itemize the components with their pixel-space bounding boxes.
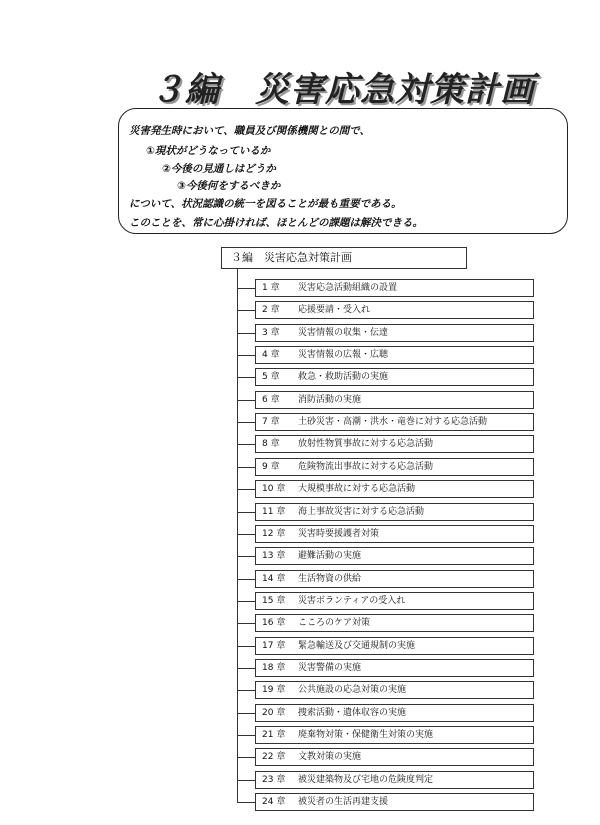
- chapter-title: 緊急輸送及び交通規制の実施: [298, 640, 416, 651]
- chapter-title: 応援要請・受入れ: [298, 305, 371, 316]
- chapter-number: 14 章: [262, 573, 286, 584]
- chapter-title: 災害ボランティアの受入れ: [298, 595, 406, 606]
- chapter-box: [255, 435, 534, 453]
- chapter-box: [255, 480, 534, 498]
- chapter-title: 廃棄物対策・保健衛生対策の実施: [298, 730, 434, 740]
- chapter-box: [255, 391, 534, 409]
- chapter-title: 災害警備の実施: [298, 662, 362, 673]
- chapter-title: 海上事故災害に対する応急活動: [298, 506, 425, 517]
- chapter-title: 災害情報の広報・広聴: [298, 350, 389, 361]
- tree-connector: [237, 690, 255, 691]
- chapter-box: [255, 570, 534, 588]
- chapter-number: 9 章: [262, 461, 280, 472]
- chapter-number: 3 章: [262, 327, 280, 338]
- intro-line: ①現状がどうなっているか: [146, 145, 271, 157]
- chapter-title: 大規模事故に対する応急活動: [298, 484, 416, 495]
- tree-connector: [237, 534, 255, 535]
- chapter-number: 2 章: [262, 305, 280, 316]
- chapter-box: [255, 681, 534, 699]
- intro-line: ③今後何をするべきか: [177, 180, 281, 192]
- intro-line: ②今後の見通しはどうか: [162, 163, 276, 175]
- chapter-box: [255, 547, 534, 565]
- chapter-box: [255, 771, 534, 789]
- tree-connector: [237, 377, 255, 378]
- outline-root: ３編 災害応急対策計画: [221, 247, 467, 269]
- chapter-number: 4 章: [262, 350, 280, 361]
- chapter-title: 災害情報の収集・伝達: [298, 327, 389, 338]
- tree-connector: [237, 422, 255, 423]
- chapter-title: こころのケア対策: [298, 618, 371, 629]
- chapter-title: 捜索活動・遺体収容の実施: [298, 707, 407, 718]
- chapter-box: [255, 324, 534, 342]
- chapter-box: [255, 704, 534, 722]
- chapter-number: 1 章: [262, 283, 280, 293]
- chapter-number: 11 章: [262, 506, 286, 517]
- tree-connector: [237, 802, 255, 803]
- chapter-number: 17 章: [262, 640, 286, 651]
- chapter-box: [255, 503, 534, 521]
- chapter-title: 避難活動の実施: [298, 551, 362, 562]
- chapter-box: [255, 659, 534, 677]
- tree-connector: [237, 601, 255, 602]
- chapter-box: [255, 458, 534, 476]
- intro-line: について、状況認識の統一を図ることが最も重要である。: [129, 198, 402, 210]
- tree-connector: [237, 512, 255, 513]
- chapter-title: 被災建築物及び宅地の危険度判定: [298, 774, 434, 785]
- tree-connector: [237, 489, 255, 490]
- chapter-number: 24 章: [262, 797, 286, 808]
- chapter-box: [255, 748, 534, 766]
- chapter-number: 19 章: [262, 685, 286, 696]
- chapter-title: 救急・救助活動の実施: [298, 372, 389, 383]
- chapter-title: 文教対策の実施: [298, 752, 362, 763]
- chapter-title: 生活物資の供給: [298, 573, 362, 584]
- chapter-number: 20 章: [262, 707, 286, 718]
- chapter-number: 21 章: [262, 730, 286, 740]
- chapter-box: [255, 368, 534, 386]
- chapter-title: 災害時要援護者対策: [298, 528, 380, 539]
- chapter-number: 18 章: [262, 662, 286, 673]
- tree-trunk: [237, 269, 238, 802]
- chapter-number: 13 章: [262, 551, 286, 562]
- chapter-number: 22 章: [262, 752, 286, 763]
- intro-line: このことを、常に心掛ければ、ほとんどの課題は解決できる。: [129, 217, 423, 229]
- intro-line: 災害発生時において、職員及び関係機関との間で、: [129, 125, 371, 137]
- chapter-number: 23 章: [262, 774, 286, 785]
- chapter-number: 8 章: [262, 439, 280, 450]
- tree-connector: [237, 310, 255, 311]
- chapter-title: 土砂災害・高潮・洪水・竜巻に対する応急活動: [298, 417, 488, 428]
- tree-connector: [237, 467, 255, 468]
- tree-connector: [237, 579, 255, 580]
- chapter-title: 災害応急活動組織の設置: [298, 283, 398, 293]
- chapter-box: [255, 793, 534, 811]
- tree-connector: [237, 757, 255, 758]
- tree-connector: [237, 780, 255, 781]
- tree-connector: [237, 668, 255, 669]
- chapter-title: 危険物流出事故に対する応急活動: [298, 461, 434, 472]
- chapter-title: 被災者の生活再建支援: [298, 797, 389, 808]
- chapter-number: 12 章: [262, 528, 286, 539]
- page-title: ３編 災害応急対策計画: [150, 70, 535, 110]
- tree-connector: [237, 400, 255, 401]
- chapter-box: [255, 614, 534, 632]
- chapter-box: [255, 637, 534, 655]
- tree-connector: [237, 556, 255, 557]
- chapter-title: 放射性物質事故に対する応急活動: [298, 439, 434, 450]
- chapter-box: [255, 726, 534, 744]
- chapter-number: 10 章: [262, 484, 286, 495]
- chapter-box: [255, 279, 534, 297]
- chapter-box: [255, 592, 534, 610]
- chapter-box: [255, 413, 534, 431]
- chapter-box: [255, 301, 534, 319]
- chapter-box: [255, 346, 534, 364]
- tree-connector: [237, 623, 255, 624]
- chapter-box: [255, 525, 534, 543]
- intro-box: [118, 108, 568, 234]
- chapter-number: 5 章: [262, 372, 280, 383]
- chapter-number: 7 章: [262, 417, 280, 428]
- tree-connector: [237, 288, 255, 289]
- tree-connector: [237, 333, 255, 334]
- chapter-number: 16 章: [262, 618, 286, 629]
- chapter-number: 15 章: [262, 595, 286, 606]
- tree-connector: [237, 355, 255, 356]
- tree-connector: [237, 713, 255, 714]
- tree-connector: [237, 646, 255, 647]
- chapter-number: 6 章: [262, 394, 280, 405]
- tree-connector: [237, 444, 255, 445]
- chapter-title: 消防活動の実施: [298, 394, 362, 405]
- chapter-title: 公共施設の応急対策の実施: [298, 685, 407, 696]
- tree-connector: [237, 735, 255, 736]
